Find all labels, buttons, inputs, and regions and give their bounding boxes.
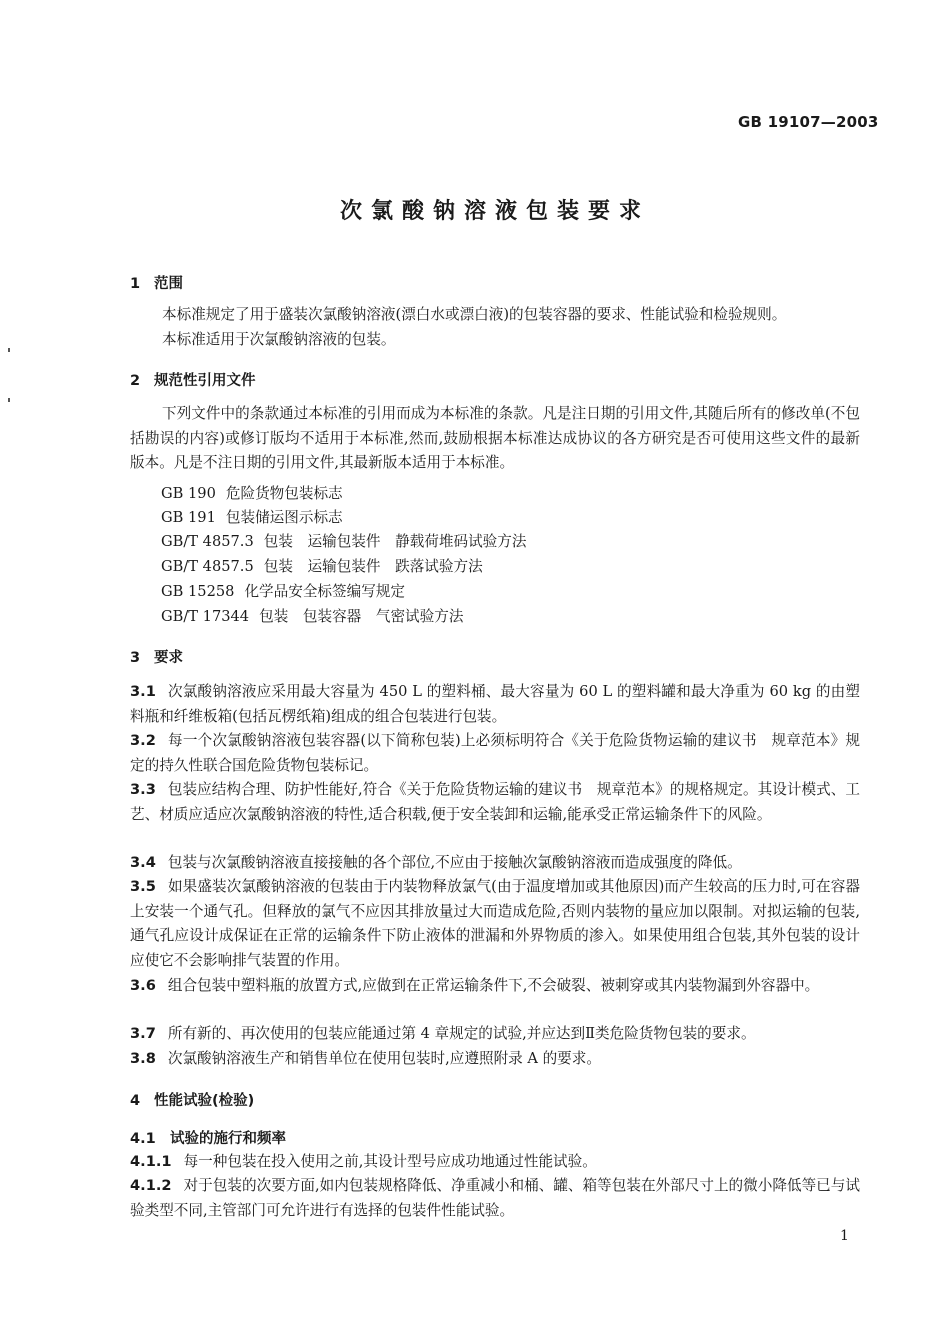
clause-text: 所有新的、再次使用的包装应能通过第 4 章规定的试验,并应达到Ⅱ类危险货物包装的要求。	[167, 1025, 756, 1042]
reference-code: GB/T 4857.5	[161, 558, 254, 575]
paragraph: 本标准适用于次氯酸钠溶液的包装。	[162, 331, 396, 348]
reference-title: 危险货物包装标志	[225, 485, 343, 502]
clause	[130, 1150, 860, 1175]
reference-title: 包装 运输包装件 跌落试验方法	[263, 558, 483, 575]
clause-number: 3.3	[130, 781, 156, 798]
clause-number: 3.1	[130, 683, 156, 700]
reference-code: GB 15258	[161, 583, 235, 600]
section-title: 要求	[154, 650, 183, 666]
reference-code: GB/T 4857.3	[161, 533, 254, 550]
standard-code: GB 19107—2003	[738, 113, 879, 131]
reference-title: 包装 运输包装件 静载荷堆码试验方法	[263, 533, 527, 550]
reference-item	[161, 530, 536, 551]
section-1-heading	[130, 272, 183, 293]
clause-number: 3.5	[130, 878, 156, 895]
clause-number: 4.1.1	[130, 1153, 172, 1170]
reference-title: 包装储运图示标志	[225, 509, 343, 526]
reference-code: GB/T 17344	[161, 608, 250, 625]
clause-text: 次氯酸钠溶液应采用最大容量为 450 L 的塑料桶、最大容量为 60 L 的塑料罐和最大净重为 60 kg 的由塑料瓶和纤维板箱(包括瓦楞纸箱)组成的组合包装进行包装。	[130, 683, 860, 725]
clause	[130, 1047, 860, 1072]
section-number: 3	[130, 650, 141, 666]
reference-code: GB 190	[161, 485, 216, 502]
clause-text: 如果盛装次氯酸钠溶液的包装由于内装物释放氯气(由于温度增加或其他原因)而产生较高的压力时,可在容器上安装一个通气孔。但释放的氯气不应因其排放量过大而造成危险,否则内装物的量应加以限制。对拟运输的包装,通气孔应设计成保证在正常的运输条件下防止液体的泄漏和外界物质的渗入。如果使用组合包装,其外包装的设计应使它不会影响排气装置的作用。	[130, 878, 860, 969]
reference-item	[161, 482, 353, 503]
reference-title: 包装 包装容器 气密试验方法	[259, 608, 464, 625]
subsection-title: 试验的施行和频率	[170, 1131, 286, 1147]
clause-number: 3.2	[130, 732, 156, 749]
clause-number: 3.8	[130, 1050, 156, 1067]
subsection-number: 4.1	[130, 1131, 156, 1147]
clause-number: 4.1.2	[130, 1177, 172, 1194]
clause	[130, 974, 860, 999]
clause-text: 每一个次氯酸钠溶液包装容器(以下简称包装)上必须标明符合《关于危险货物运输的建议书 规章范本》规定的持久性联合国危险货物包装标记。	[130, 732, 860, 774]
section-3-heading	[130, 646, 183, 667]
clause	[130, 778, 860, 827]
clause	[130, 1174, 860, 1223]
section-title: 规范性引用文件	[154, 373, 256, 389]
clause-number: 3.4	[130, 854, 156, 871]
section-number: 2	[130, 373, 141, 389]
paragraph: 本标准规定了用于盛装次氯酸钠溶液(漂白水或漂白液)的包装容器的要求、性能试验和检验规则。	[162, 306, 787, 323]
clause	[130, 851, 860, 876]
paragraph: 下列文件中的条款通过本标准的引用而成为本标准的条款。凡是注日期的引用文件,其随后所有的修改单(不包括勘误的内容)或修订版均不适用于本标准,然而,鼓励根据本标准达成协议的各方研究是否可使用这些文件的最新版本。凡是不注日期的引用文件,其最新版本适用于本标准。	[130, 405, 860, 471]
section-title: 性能试验(检验)	[154, 1093, 255, 1109]
clause	[130, 1022, 860, 1047]
reference-item	[161, 580, 415, 601]
clause-text: 次氯酸钠溶液生产和销售单位在使用包装时,应遵照附录 A 的要求。	[167, 1050, 601, 1067]
reference-item	[161, 605, 473, 626]
clause	[130, 680, 860, 729]
page-title: 次氯酸钠溶液包装要求	[339, 199, 650, 224]
section-title: 范围	[154, 276, 183, 292]
reference-title: 化学品安全标签编写规定	[244, 583, 405, 600]
clause-text: 组合包装中塑料瓶的放置方式,应做到在正常运输条件下,不会破裂、被刺穿或其内装物漏到外容器中。	[167, 977, 820, 994]
clause	[130, 729, 860, 778]
clause-text: 对于包装的次要方面,如内包装规格降低、净重减小和桶、罐、箱等包装在外部尺寸上的微小降低等已与试验类型不同,主管部门可允许进行有选择的包装件性能试验。	[130, 1177, 860, 1219]
clause-number: 3.7	[130, 1025, 156, 1042]
section-number: 4	[130, 1093, 141, 1109]
clause-text: 每一种包装在投入使用之前,其设计型号应成功地通过性能试验。	[183, 1153, 597, 1170]
reference-item	[161, 555, 493, 576]
clause-text: 包装与次氯酸钠溶液直接接触的各个部位,不应由于接触次氯酸钠溶液而造成强度的降低。	[167, 854, 742, 871]
clause-number: 3.6	[130, 977, 156, 994]
scan-mark	[8, 348, 10, 352]
clause	[130, 875, 860, 973]
scan-mark	[8, 398, 10, 402]
section-4-heading	[130, 1089, 254, 1110]
page-number: 1	[840, 1228, 849, 1244]
section-2-heading	[130, 369, 256, 390]
reference-code: GB 191	[161, 509, 216, 526]
clause-text: 包装应结构合理、防护性能好,符合《关于危险货物运输的建议书 规章范本》的规格规定。其设计模式、工艺、材质应适应次氯酸钠溶液的特性,适合积载,便于安全装卸和运输,能承受正常运输条件下的风险。	[130, 781, 860, 823]
reference-item	[161, 506, 353, 527]
section-number: 1	[130, 276, 141, 292]
subsection-heading	[130, 1127, 286, 1148]
